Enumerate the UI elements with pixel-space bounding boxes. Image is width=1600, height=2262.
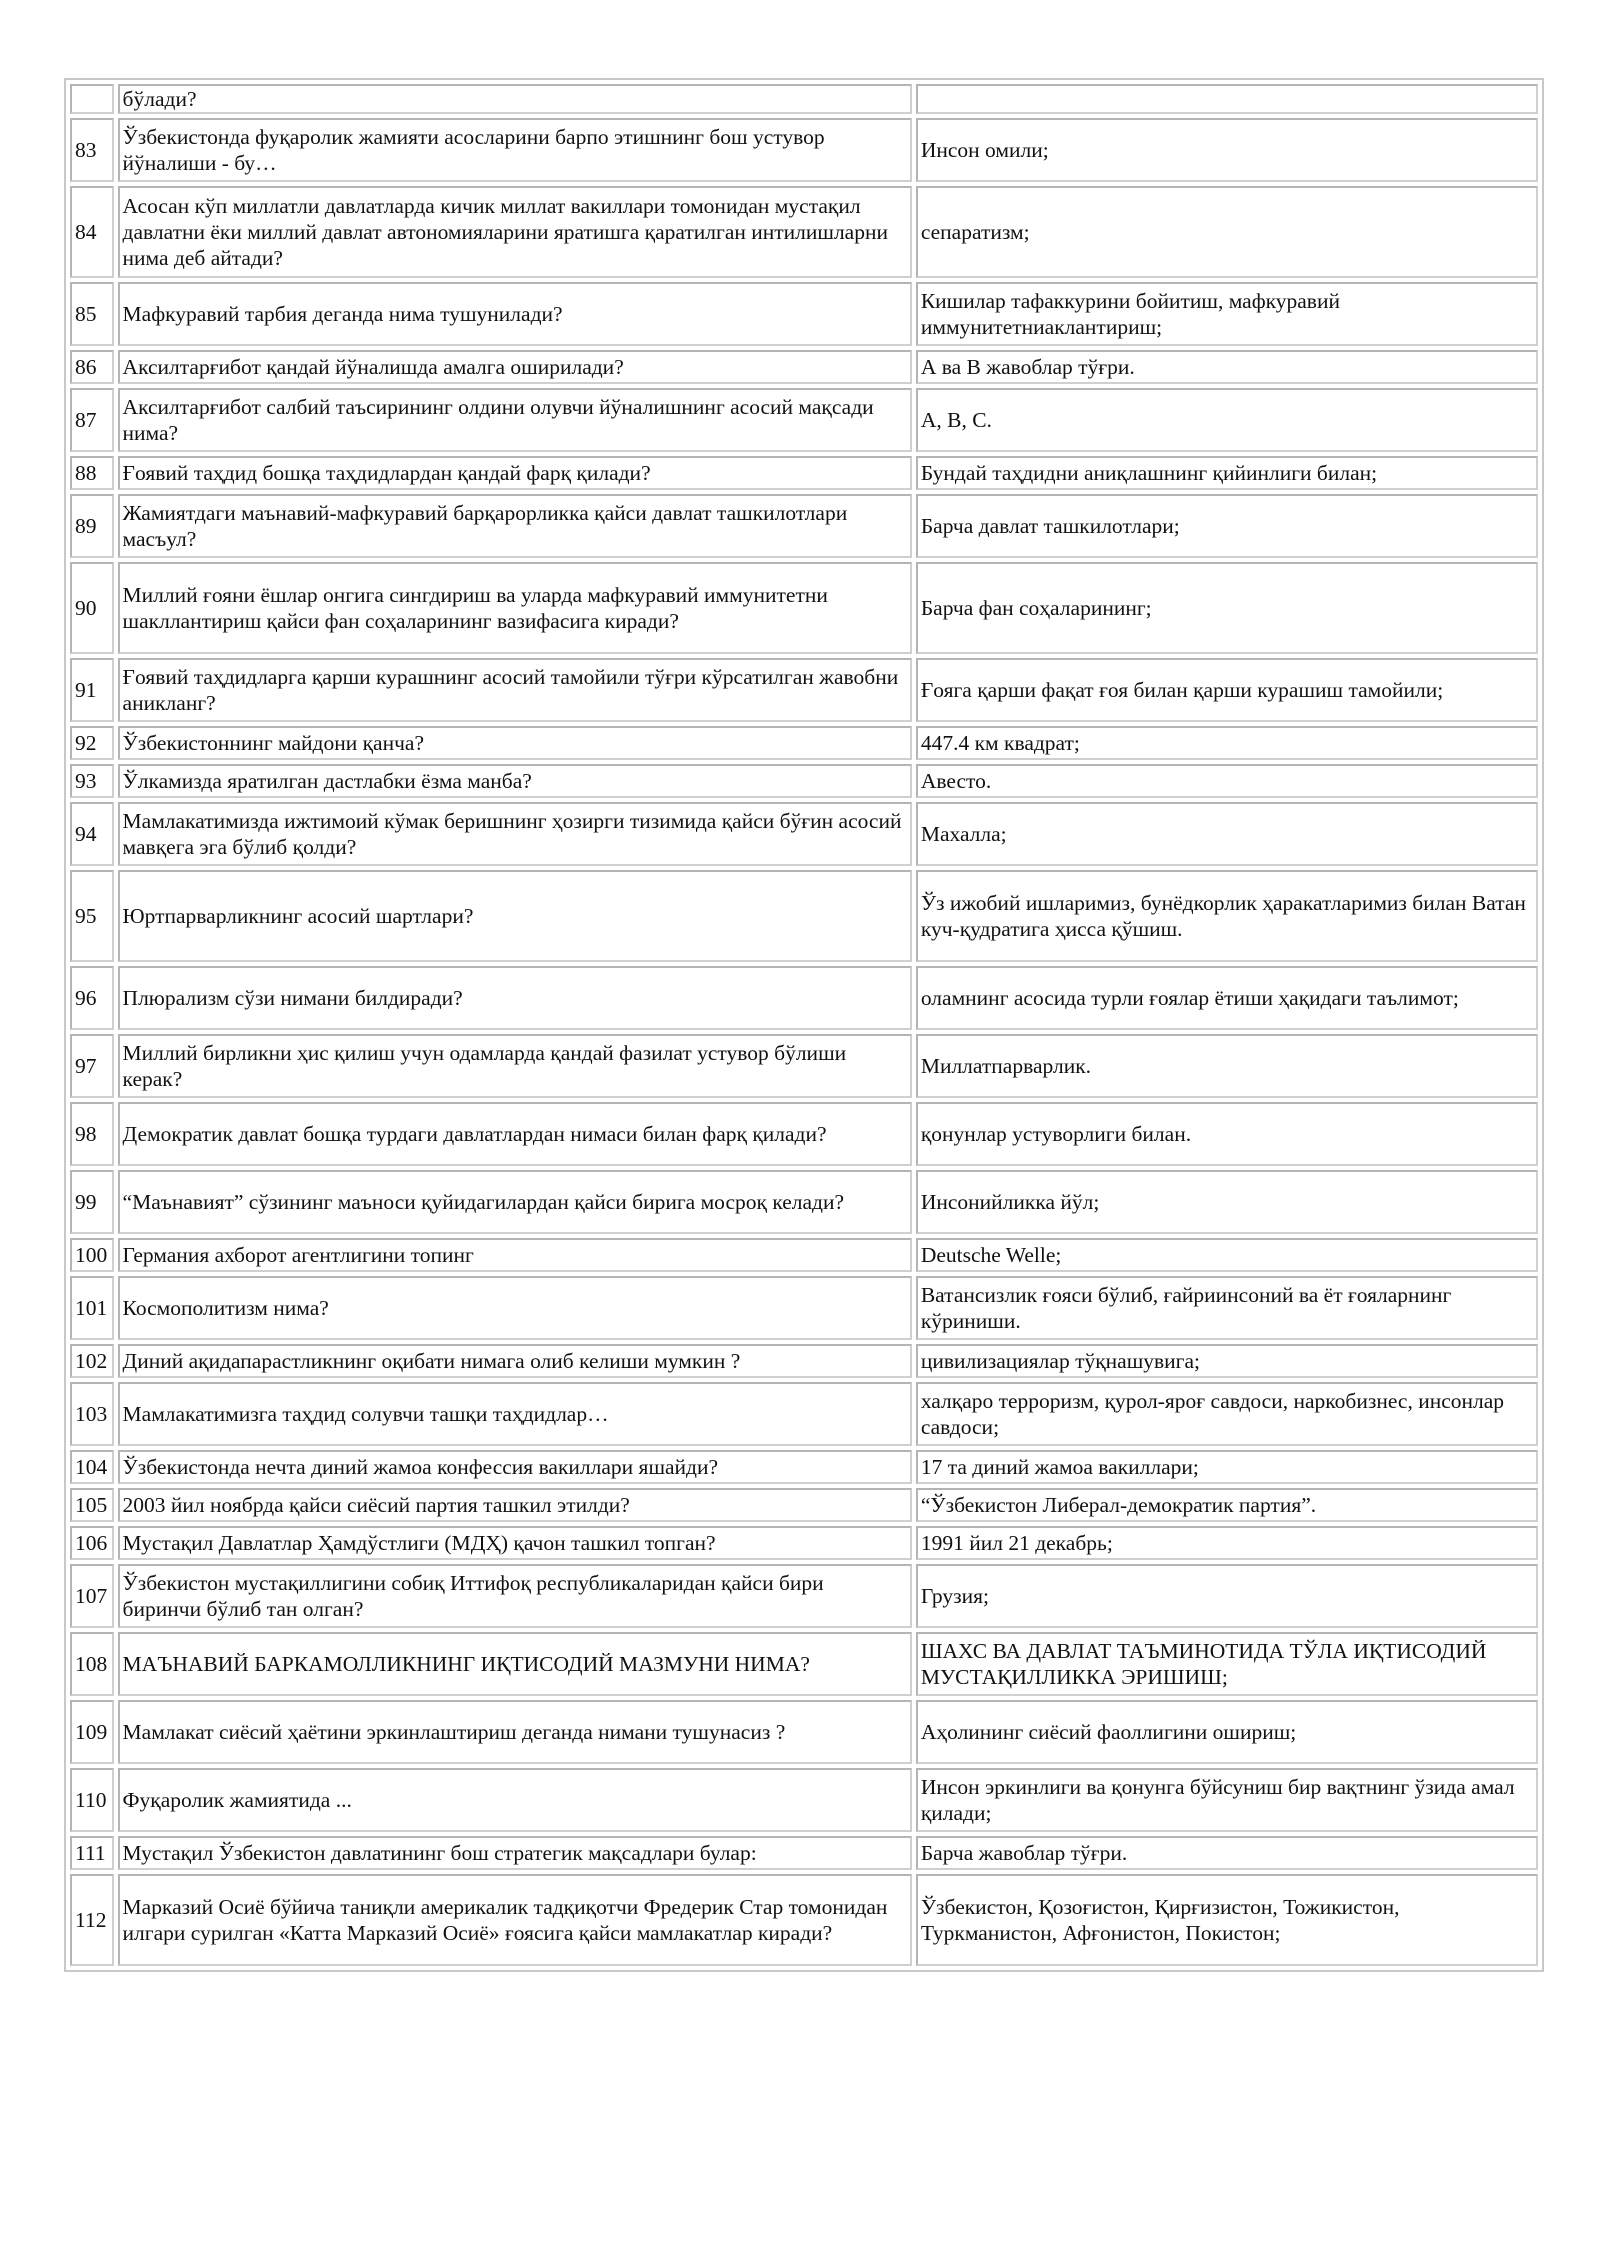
row-number: 85 — [70, 282, 114, 346]
table-row — [70, 726, 1538, 760]
answer-cell: Грузия; — [916, 1564, 1538, 1628]
question-cell: Диний ақидапарастликнинг оқибати нимага олиб келиши мумкин ? — [118, 1344, 912, 1378]
row-number: 109 — [70, 1700, 114, 1764]
answer-cell: Инсон эркинлиги ва қонунга бўйсуниш бир вақтнинг ўзида амал қилади; — [916, 1768, 1538, 1832]
table-row — [70, 186, 1538, 278]
answer-cell: А ва В жавоблар тўғри. — [916, 350, 1538, 384]
table-row — [70, 1874, 1538, 1966]
table-row — [70, 1768, 1538, 1832]
row-number: 110 — [70, 1768, 114, 1832]
question-cell: Аксилтарғибот қандай йўналишда амалга оширилади? — [118, 350, 912, 384]
question-cell: Ғоявий таҳдид бошқа таҳдидлардан қандай фарқ қилади? — [118, 456, 912, 490]
question-cell: Мамлакатимизда ижтимоий кўмак беришнинг ҳозирги тизимида қайси бўғин асосий мавқега эга бўлиб қолди? — [118, 802, 912, 866]
question-cell: Мамлакатимизга таҳдид солувчи ташқи таҳдидлар… — [118, 1382, 912, 1446]
table-row — [70, 494, 1538, 558]
row-number: 96 — [70, 966, 114, 1030]
row-number: 90 — [70, 562, 114, 654]
answer-cell: Ўз ижобий ишларимиз, бунёдкорлик ҳаракатларимиз билан Ватан куч-қудратига ҳисса қўшиш. — [916, 870, 1538, 962]
question-cell: Германия ахборот агентлигини топинг — [118, 1238, 912, 1272]
row-number: 108 — [70, 1632, 114, 1696]
question-cell: МАЪНАВИЙ БАРКАМОЛЛИКНИНГ ИҚТИСОДИЙ МАЗМУНИ НИМА? — [118, 1632, 912, 1696]
question-cell: Фуқаролик жамиятида ... — [118, 1768, 912, 1832]
row-number: 97 — [70, 1034, 114, 1098]
row-number: 83 — [70, 118, 114, 182]
table-row — [70, 388, 1538, 452]
answer-cell — [916, 84, 1538, 114]
row-number: 103 — [70, 1382, 114, 1446]
question-cell: Жамиятдаги маънавий-мафкуравий барқарорликка қайси давлат ташкилотлари масъул? — [118, 494, 912, 558]
answer-cell: халқаро терроризм, қурол-яроғ савдоси, наркобизнес, инсонлар савдоси; — [916, 1382, 1538, 1446]
question-cell: Асосан кўп миллатли давлатларда кичик миллат вакиллари томонидан мустақил давлатни ёки миллий давлат автономияларини яратишга қаратилган интилишларни нима деб айтади? — [118, 186, 912, 278]
row-number: 100 — [70, 1238, 114, 1272]
table-row — [70, 282, 1538, 346]
question-cell: Ўлкамизда яратилган дастлабки ёзма манба? — [118, 764, 912, 798]
answer-cell: “Ўзбекистон Либерал-демократик партия”. — [916, 1488, 1538, 1522]
answer-cell: Кишилар тафаккурини бойитиш, мафкуравий иммунитетниаклантириш; — [916, 282, 1538, 346]
question-cell: бўлади? — [118, 84, 912, 114]
document-page — [64, 78, 1544, 1972]
answer-cell: Ватансизлик ғояси бўлиб, ғайриинсоний ва ёт ғояларнинг кўриниши. — [916, 1276, 1538, 1340]
row-number: 106 — [70, 1526, 114, 1560]
question-cell: Юртпарварликнинг асосий шартлари? — [118, 870, 912, 962]
question-cell: Миллий ғояни ёшлар онгига сингдириш ва уларда мафкуравий иммунитетни шакллантириш қайси фан соҳаларининг вазифасига киради? — [118, 562, 912, 654]
row-number: 94 — [70, 802, 114, 866]
question-cell: Плюрализм сўзи нимани билдиради? — [118, 966, 912, 1030]
row-number: 92 — [70, 726, 114, 760]
table-row — [70, 870, 1538, 962]
table-row — [70, 1564, 1538, 1628]
answer-cell: Барча давлат ташкилотлари; — [916, 494, 1538, 558]
row-number: 105 — [70, 1488, 114, 1522]
table-row — [70, 658, 1538, 722]
answer-cell: 17 та диний жамоа вакиллари; — [916, 1450, 1538, 1484]
answer-cell: Авесто. — [916, 764, 1538, 798]
question-cell: Ўзбекистон мустақиллигини собиқ Иттифоқ республикаларидан қайси бири биринчи бўлиб тан олган? — [118, 1564, 912, 1628]
table-row — [70, 562, 1538, 654]
answer-cell: ШАХС ВА ДАВЛАТ ТАЪМИНОТИДА ТЎЛА ИҚТИСОДИЙ МУСТАҚИЛЛИККА ЭРИШИШ; — [916, 1632, 1538, 1696]
table-row — [70, 1488, 1538, 1522]
row-number: 91 — [70, 658, 114, 722]
qa-table — [64, 78, 1544, 1972]
row-number: 107 — [70, 1564, 114, 1628]
row-number: 84 — [70, 186, 114, 278]
question-cell: Ўзбекистоннинг майдони қанча? — [118, 726, 912, 760]
row-number: 95 — [70, 870, 114, 962]
row-number — [70, 84, 114, 114]
table-row — [70, 1276, 1538, 1340]
answer-cell: Инсон омили; — [916, 118, 1538, 182]
row-number: 87 — [70, 388, 114, 452]
table-row — [70, 1526, 1538, 1560]
question-cell: Марказий Осиё бўйича таниқли америкалик тадқиқотчи Фредерик Стар томонидан илгари сурилган «Катта Марказий Осиё» ғоясига қайси мамлакатлар киради? — [118, 1874, 912, 1966]
row-number: 89 — [70, 494, 114, 558]
answer-cell: цивилизациялар тўқнашувига; — [916, 1344, 1538, 1378]
question-cell: Аксилтарғибот салбий таъсирининг олдини олувчи йўналишнинг асосий мақсади нима? — [118, 388, 912, 452]
question-cell: 2003 йил ноябрда қайси сиёсий партия ташкил этилди? — [118, 1488, 912, 1522]
answer-cell: 1991 йил 21 декабрь; — [916, 1526, 1538, 1560]
row-number: 98 — [70, 1102, 114, 1166]
table-row — [70, 1034, 1538, 1098]
answer-cell: оламнинг асосида турли ғоялар ётиши ҳақидаги таълимот; — [916, 966, 1538, 1030]
table-row — [70, 764, 1538, 798]
question-cell: Мафкуравий тарбия деганда нима тушунилади? — [118, 282, 912, 346]
table-row — [70, 1450, 1538, 1484]
answer-cell: Ўзбекистон, Қозоғистон, Қирғизистон, Тожикистон, Туркманистон, Афғонистон, Покистон; — [916, 1874, 1538, 1966]
question-cell: Мустақил Давлатлар Ҳамдўстлиги (МДҲ) қачон ташкил топган? — [118, 1526, 912, 1560]
table-row — [70, 350, 1538, 384]
row-number: 99 — [70, 1170, 114, 1234]
question-cell: “Маънавият” сўзининг маъноси қуйидагилардан қайси бирига мосроқ келади? — [118, 1170, 912, 1234]
table-row — [70, 1102, 1538, 1166]
row-number: 111 — [70, 1836, 114, 1870]
row-number: 112 — [70, 1874, 114, 1966]
table-row — [70, 1836, 1538, 1870]
table-row — [70, 1238, 1538, 1272]
table-row — [70, 1170, 1538, 1234]
table-row — [70, 1382, 1538, 1446]
answer-cell: Deutsche Welle; — [916, 1238, 1538, 1272]
answer-cell: Инсонийликка йўл; — [916, 1170, 1538, 1234]
answer-cell: Ғояга қарши фақат ғоя билан қарши курашиш тамойили; — [916, 658, 1538, 722]
answer-cell: қонунлар устуворлиги билан. — [916, 1102, 1538, 1166]
answer-cell: Миллатпарварлик. — [916, 1034, 1538, 1098]
table-row — [70, 802, 1538, 866]
question-cell: Ғоявий таҳдидларга қарши курашнинг асосий тамойили тўғри кўрсатилган жавобни аникланг? — [118, 658, 912, 722]
table-row — [70, 1700, 1538, 1764]
question-cell: Мамлакат сиёсий ҳаётини эркинлаштириш деганда нимани тушунасиз ? — [118, 1700, 912, 1764]
question-cell: Ўзбекистонда фуқаролик жамияти асосларини барпо этишнинг бош устувор йўналиши - бу… — [118, 118, 912, 182]
answer-cell: Бундай таҳдидни аниқлашнинг қийинлиги билан; — [916, 456, 1538, 490]
answer-cell: Аҳолининг сиёсий фаоллигини ошириш; — [916, 1700, 1538, 1764]
row-number: 93 — [70, 764, 114, 798]
answer-cell: Барча жавоблар тўғри. — [916, 1836, 1538, 1870]
row-number: 86 — [70, 350, 114, 384]
answer-cell: сепаратизм; — [916, 186, 1538, 278]
table-row — [70, 1632, 1538, 1696]
table-row — [70, 118, 1538, 182]
question-cell: Мустақил Ўзбекистон давлатининг бош стратегик мақсадлари булар: — [118, 1836, 912, 1870]
answer-cell: Барча фан соҳаларининг; — [916, 562, 1538, 654]
question-cell: Миллий бирликни ҳис қилиш учун одамларда қандай фазилат устувор бўлиши керак? — [118, 1034, 912, 1098]
answer-cell: 447.4 км квадрат; — [916, 726, 1538, 760]
question-cell: Ўзбекистонда нечта диний жамоа конфессия вакиллари яшайди? — [118, 1450, 912, 1484]
answer-cell: Махалла; — [916, 802, 1538, 866]
row-number: 101 — [70, 1276, 114, 1340]
table-row — [70, 966, 1538, 1030]
row-number: 88 — [70, 456, 114, 490]
question-cell: Демократик давлат бошқа турдаги давлатлардан нимаси билан фарқ қилади? — [118, 1102, 912, 1166]
table-row — [70, 84, 1538, 114]
row-number: 102 — [70, 1344, 114, 1378]
table-row — [70, 456, 1538, 490]
question-cell: Космополитизм нима? — [118, 1276, 912, 1340]
table-row — [70, 1344, 1538, 1378]
row-number: 104 — [70, 1450, 114, 1484]
answer-cell: А, В, С. — [916, 388, 1538, 452]
